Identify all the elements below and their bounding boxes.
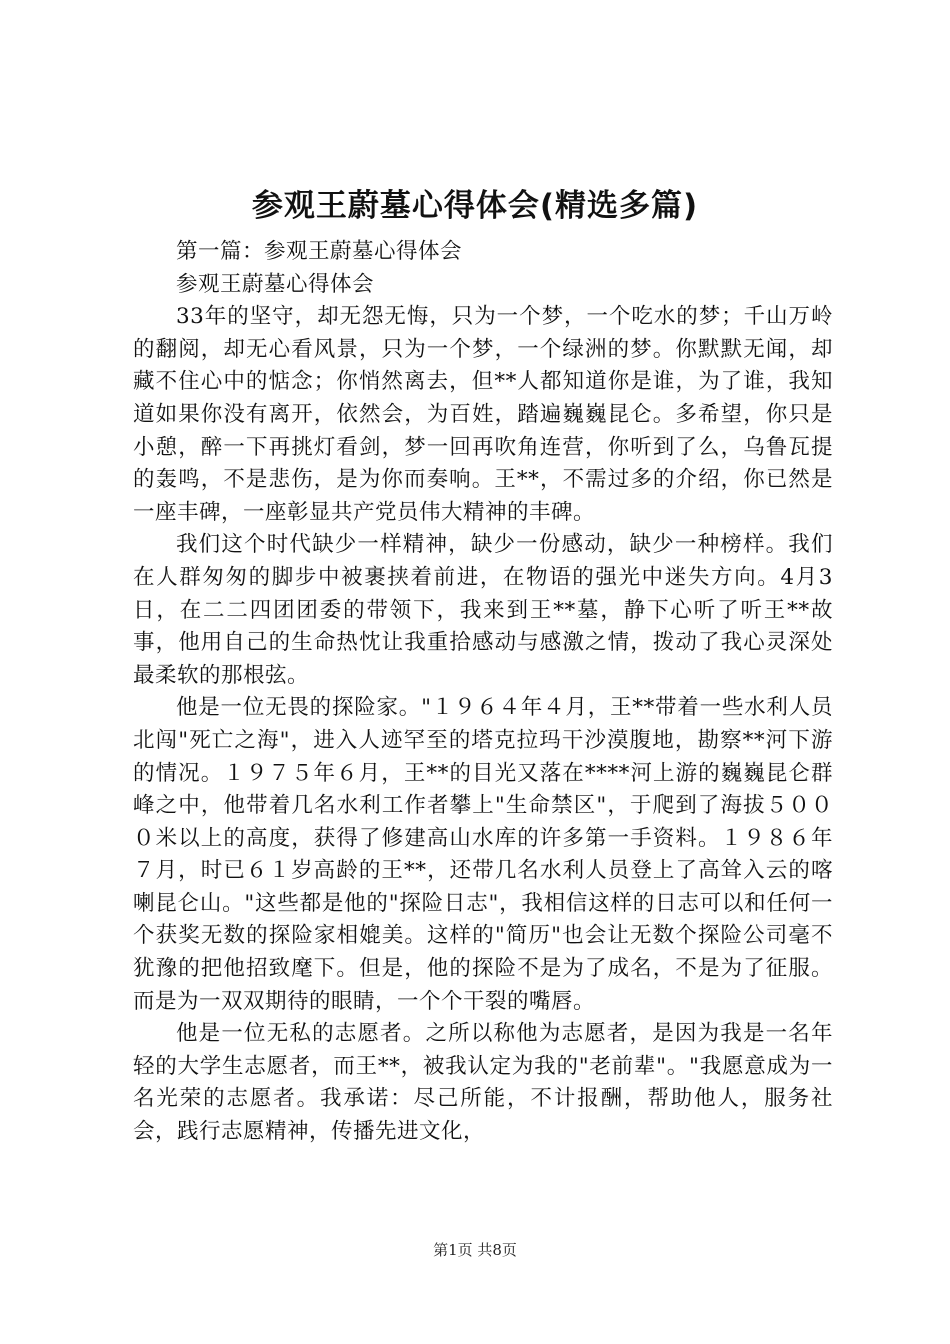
subheading: 参观王蔚墓心得体会: [176, 271, 375, 297]
paragraph-2: 我们这个时代缺少一样精神，缺少一份感动，缺少一种榜样。我们在人群匆匆的脚步中被裹挟着前进，在物语的强光中迷失方向。4月3日，在二二四团团委的带领下，我来到王**墓，静下心听了听王**故事，他用自己的生命热忱让我重拾感动与感激之情，拨动了我心灵深处最柔软的那根弦。: [133, 532, 833, 688]
paragraph-3: 他是一位无畏的探险家。"１９６４年４月，王**带着一些水利人员北闯"死亡之海"，进入人迹罕至的塔克拉玛干沙漠腹地，勘察**河下游的情况。１９７５年６月，王**的目光又落在****河上游的巍巍昆仑群峰之中，他带着几名水利工作者攀上"生命禁区"，于爬到了海拔５０００米以上的高度，获得了修建高山水库的许多第一手资料。１９８６年７月，时已６１岁高龄的王**，还带几名水利人员登上了高耸入云的喀喇昆仑山。"这些都是他的"探险日志"，我相信这样的日志可以和任何一个获奖无数的探险家相媲美。这样的"简历"也会让无数个探险公司毫不犹豫的把他招致麾下。但是，他的探险不是为了成名，不是为了征服。而是为一双双期待的眼睛，一个个干裂的嘴唇。: [133, 695, 833, 1014]
section-heading: 第一篇：参观王蔚墓心得体会: [176, 239, 463, 264]
document-title: 参观王蔚墓心得体会(精选多篇): [251, 188, 699, 224]
paragraph-4: 他是一位无私的志愿者。之所以称他为志愿者，是因为我是一名年轻的大学生志愿者，而王**，被我认定为我的"老前辈"。"我愿意成为一名光荣的志愿者。我承诺：尽己所能，不计报酬，帮助他人，服务社会，践行志愿精神，传播先进文化，: [133, 1021, 833, 1145]
document-body: [133, 236, 833, 1149]
page-footer: 第1页 共8页: [433, 1241, 517, 1259]
paragraph-1: 33年的坚守，却无怨无悔，只为一个梦，一个吃水的梦；千山万岭的翻阅，却无心看风景，只为一个梦，一个绿洲的梦。你默默无闻，却藏不住心中的惦念；你悄然离去，但**人都知道你是谁，为了谁，我知道如果你没有离开，依然会，为百姓，踏遍巍巍昆仑。多希望，你只是小憩，醉一下再挑灯看剑，梦一回再吹角连营，你听到了么，乌鲁瓦提的轰鸣，不是悲伤，是为你而奏响。王**，不需过多的介绍，你已然是一座丰碑，一座彰显共产党员伟大精神的丰碑。: [133, 304, 833, 525]
